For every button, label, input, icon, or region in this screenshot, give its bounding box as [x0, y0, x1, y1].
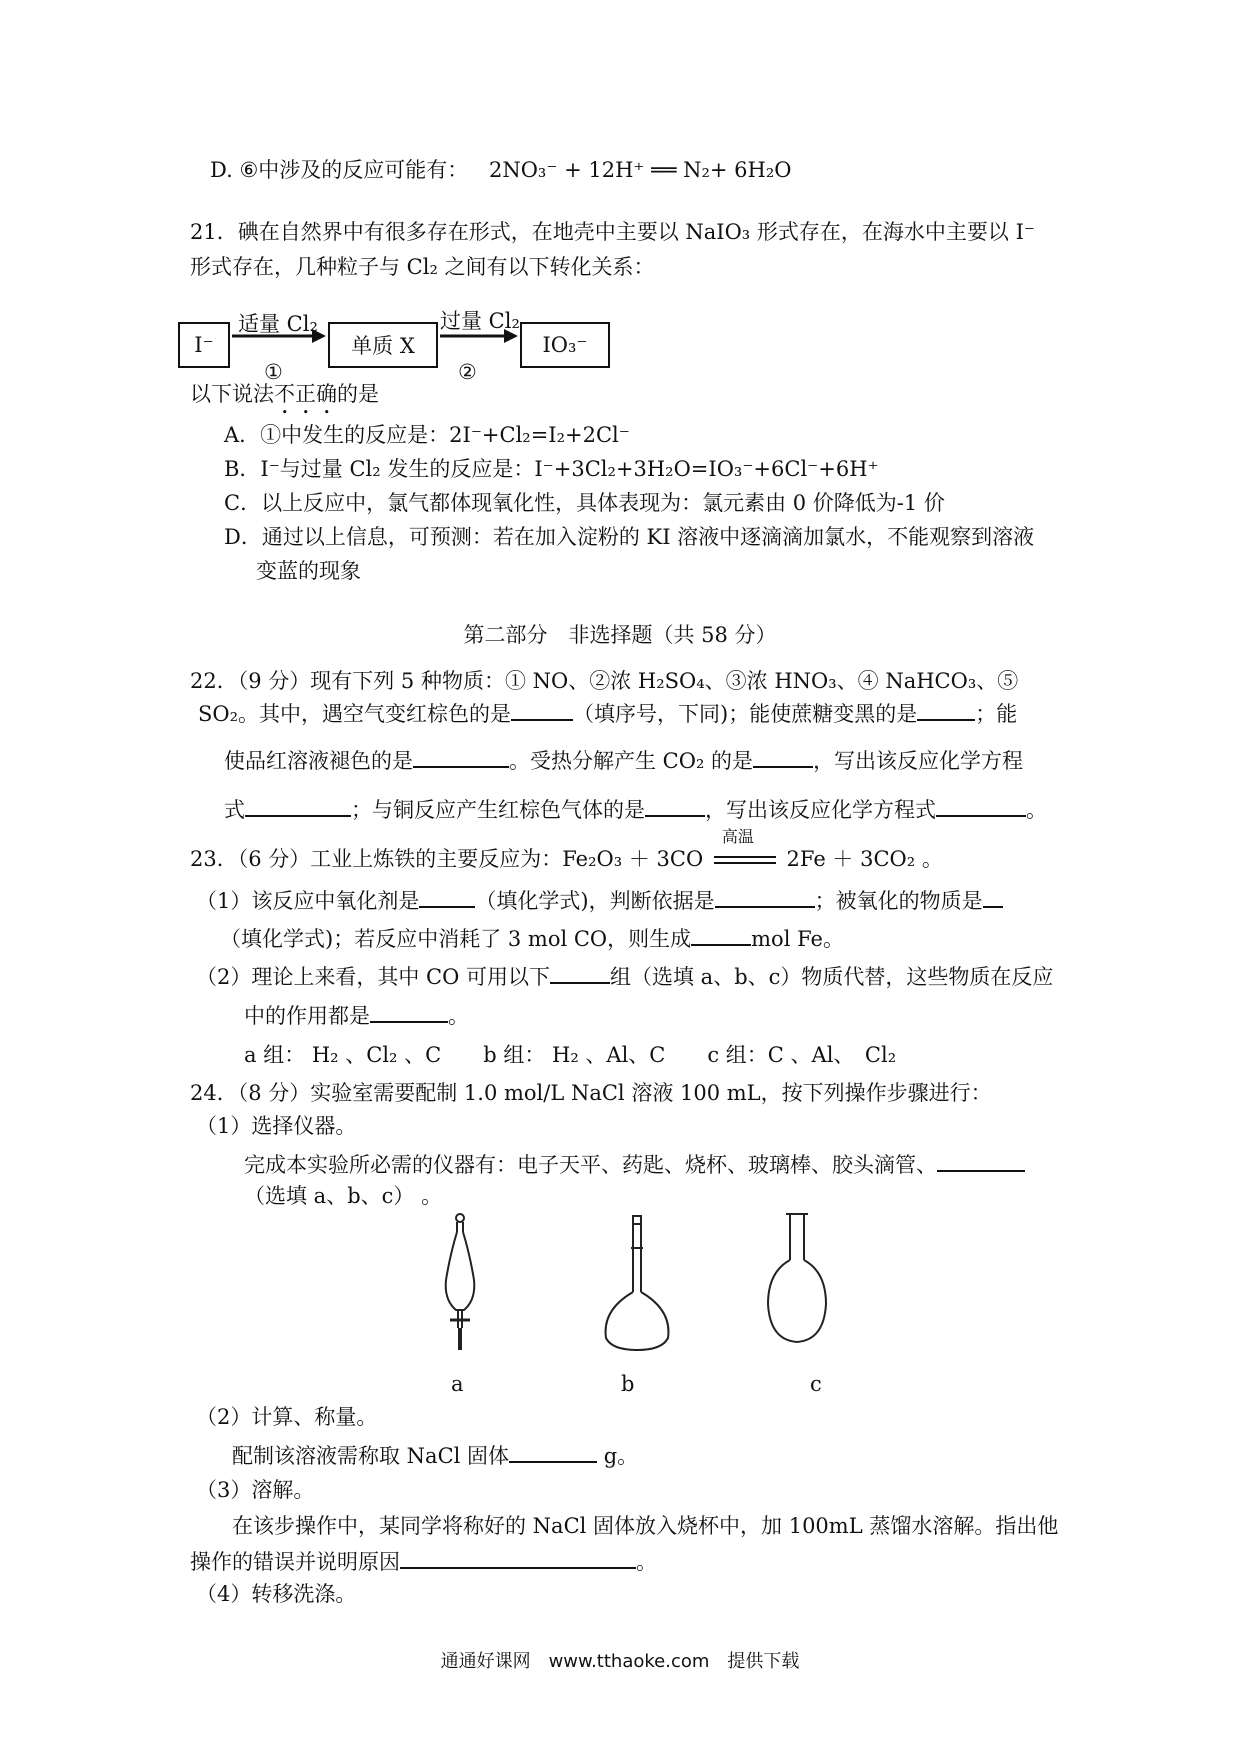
- q20-option-d: D. ⑥中涉及的反应可能有： 2NO₃⁻ + 12H⁺ ══ N₂+ 6H₂O: [210, 158, 792, 182]
- high-temperature-condition: 高温: [710, 851, 780, 871]
- label-a: a: [451, 1372, 464, 1396]
- q23-sub2-line2: 中的作用都是 。: [244, 1001, 469, 1030]
- q24-step2: （2）计算、称量。: [196, 1405, 378, 1429]
- q23-sub2-line1: （2）理论上来看，其中 CO 可用以下 组（选填 a、b、c）物质代替，这些物质在反应: [196, 962, 1053, 991]
- answer-blank[interactable]: [370, 1001, 448, 1023]
- label-c: c: [810, 1372, 822, 1396]
- box-element-x: 单质 X: [328, 322, 438, 368]
- answer-blank[interactable]: [413, 746, 509, 768]
- separatory-funnel-icon: [446, 1214, 475, 1350]
- emphasis-not-correct: 不正确: [274, 382, 337, 406]
- q21-line2: 形式存在，几种粒子与 Cl₂ 之间有以下转化关系：: [190, 255, 655, 279]
- answer-blank[interactable]: [691, 924, 751, 946]
- answer-blank[interactable]: [419, 886, 475, 908]
- box-iodate: IO₃⁻: [520, 322, 610, 368]
- q22-line1: 22．（9 分）现有下列 5 种物质：① NO、②浓 H₂SO₄、③浓 HNO₃、④ NaHCO₃、⑤: [190, 669, 1019, 693]
- answer-blank[interactable]: [550, 962, 610, 984]
- q21-option-d: D．通过以上信息，可预测：若在加入淀粉的 KI 溶液中逐滴滴加氯水，不能观察到溶液: [224, 525, 1035, 549]
- q23-sub1-line1: （1）该反应中氧化剂是 （填化学式)，判断依据是 ；被氧化的物质是: [196, 886, 1003, 915]
- glassware-figure: [420, 1210, 860, 1370]
- answer-blank[interactable]: [509, 1441, 597, 1463]
- q24-step4: （4）转移洗涤。: [196, 1582, 357, 1606]
- answer-blank[interactable]: [245, 795, 351, 817]
- arrow-2-label: 过量 Cl₂: [440, 309, 520, 333]
- arrow-1-label: 适量 Cl₂: [238, 312, 318, 336]
- answer-blank[interactable]: [917, 699, 975, 721]
- q21-stem: 以下说法不正确的是: [190, 382, 379, 406]
- q24-step3-text2: 操作的错误并说明原因 。: [190, 1547, 657, 1576]
- q21-option-a: A．①中发生的反应是：2I⁻+Cl₂=I₂+2Cl⁻: [224, 423, 630, 447]
- round-bottom-flask-icon: [768, 1214, 826, 1342]
- volumetric-flask-icon: [606, 1216, 669, 1350]
- q23-line1: 23．（6 分）工业上炼铁的主要反应为：Fe₂O₃ ＋ 3CO 高温 2Fe ＋ 3CO₂ 。: [190, 826, 943, 871]
- part2-title: 第二部分 非选择题（共 58 分）: [463, 623, 777, 647]
- q23-groups: a 组： H₂ 、Cl₂ 、C b 组： H₂ 、Al、C c 组：C 、Al、 Cl₂: [244, 1043, 897, 1067]
- q24-step2-text: 配制该溶液需称取 NaCl 固体 g。: [232, 1441, 638, 1470]
- answer-blank[interactable]: [645, 795, 705, 817]
- label-b: b: [621, 1372, 635, 1396]
- answer-blank[interactable]: [400, 1547, 636, 1569]
- answer-blank[interactable]: [937, 1150, 1025, 1172]
- q22-line4: 式 ；与铜反应产生红棕色气体的是 ，写出该反应化学方程式 。: [224, 795, 1047, 824]
- q24-step3: （3）溶解。: [196, 1478, 315, 1502]
- answer-blank[interactable]: [753, 746, 813, 768]
- q21-option-b: B．I⁻与过量 Cl₂ 发生的反应是：I⁻+3Cl₂+3H₂O=IO₃⁻+6Cl⁻+6H⁺: [224, 457, 879, 481]
- q21-option-d-cont: 变蓝的现象: [256, 559, 361, 583]
- arrow-2-number: ②: [458, 360, 477, 384]
- q21-line1: 21．碘在自然界中有很多存在形式，在地壳中主要以 NaIO₃ 形式存在，在海水中主要以 I⁻: [190, 220, 1035, 244]
- q22-line2: SO₂。其中，遇空气变红棕色的是 （填序号，下同)；能使蔗糖变黑的是 ；能: [198, 699, 1017, 728]
- q24-line1: 24．（8 分）实验室需要配制 1.0 mol/L NaCl 溶液 100 mL，按下列操作步骤进行：: [190, 1081, 992, 1105]
- q21-option-c: C．以上反应中，氯气都体现氧化性，具体表现为：氯元素由 0 价降低为-1 价: [224, 491, 945, 515]
- q20-equation: 2NO₃⁻ + 12H⁺ ══ N₂+ 6H₂O: [488, 158, 792, 182]
- q23-sub1-line2: （填化学式)；若反应中消耗了 3 mol CO，则生成 mol Fe。: [220, 924, 844, 953]
- answer-blank[interactable]: [511, 699, 573, 721]
- answer-blank[interactable]: [936, 795, 1026, 817]
- q22-line3: 使品红溶液褪色的是 。受热分解产生 CO₂ 的是 ，写出该反应化学方程: [224, 746, 1023, 775]
- box-iodide: I⁻: [178, 322, 230, 368]
- q24-step1-text: 完成本实验所必需的仪器有：电子天平、药匙、烧杯、玻璃棒、胶头滴管、: [244, 1150, 1025, 1179]
- arrow-1-number: ①: [264, 360, 283, 384]
- answer-blank[interactable]: [715, 886, 815, 908]
- answer-blank[interactable]: [983, 886, 1003, 908]
- diagram-arrows: [0, 0, 1240, 420]
- q24-step3-text: 在该步操作中，某同学将称好的 NaCl 固体放入烧杯中，加 100mL 蒸馏水溶解。指出他: [232, 1514, 1059, 1538]
- q24-step1: （1）选择仪器。: [196, 1114, 357, 1138]
- q24-step1-note: （选填 a、b、c） 。: [244, 1184, 443, 1208]
- page-footer: 通通好课网 www.tthaoke.com 提供下载: [440, 1651, 800, 1672]
